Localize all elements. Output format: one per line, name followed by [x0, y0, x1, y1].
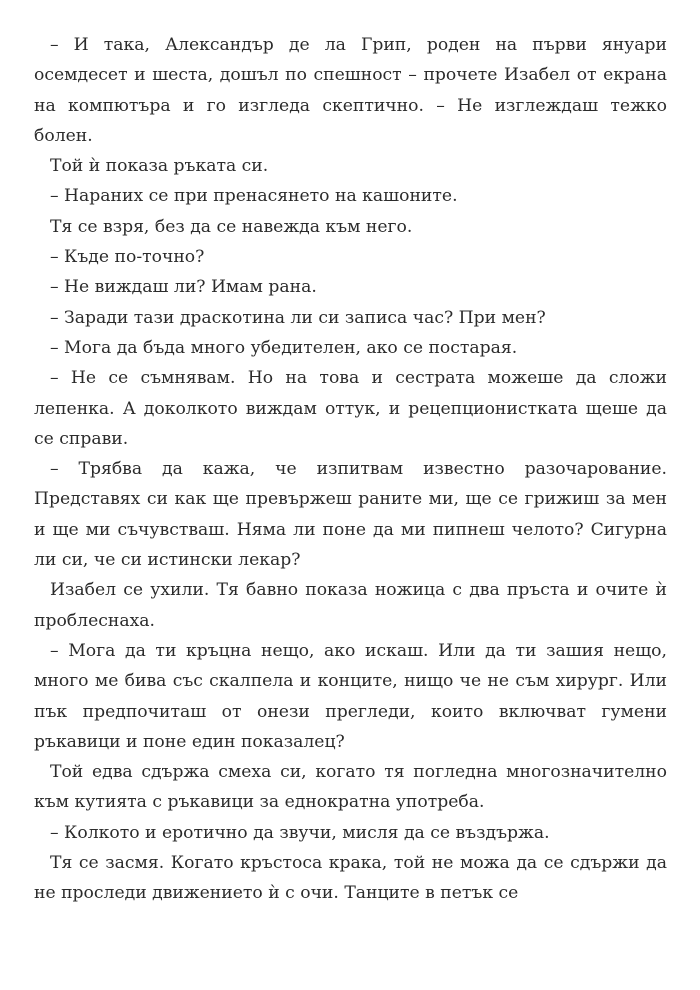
paragraph: – Колкото и еротично да звучи, мисля да се въздържа. [50, 822, 550, 843]
paragraph: – И така, Александър де ла Грип, роден на първи януари осемдесет и шеста, дошъл по спешност – прочете Изабел от екрана на компютъра и го изгледа скептично. – Не изглеждаш тежко болен. [34, 35, 667, 146]
paragraph: – Заради тази драскотина ли си записа час? При мен? [50, 307, 546, 328]
paragraph: Той ѝ показа ръката си. [50, 156, 269, 177]
paragraph: – Къде по-точно? [50, 247, 205, 268]
paragraph: Той едва сдържа смеха си, когато тя погледна многозначително към кутията с ръкавици за еднократна употреба. [34, 762, 667, 813]
paragraph: – Трябва да кажа, че изпитвам известно разочарование. Представях си как ще превържеш раните ми, ще се грижиш за мен и ще ми съчувстваш. Няма ли поне да ми пипнеш челото? Сигурна ли си, че си истински лекар? [34, 459, 667, 571]
paragraph: Изабел се ухили. Тя бавно показа ножица с два пръста и очите ѝ проблеснаха. [34, 580, 667, 631]
paragraph: – Нараних се при пренасянето на кашоните. [50, 186, 458, 207]
paragraph: – Мога да бъда много убедителен, ако се постарая. [50, 337, 518, 358]
paragraph: – Не се съмнявам. Но на това и сестрата можеше да сложи лепенка. А доколкото виждам оттук, и рецепционистката щеше да се справи. [34, 368, 667, 449]
paragraph: – Мога да ти кръцна нещо, ако искаш. Или да ти зашия нещо, много ме бива със скалпела и конците, нищо че не съм хирург. Или пък предпочиташ от онези прегледи, които включват гумени ръкавици и поне един показалец? [34, 640, 667, 752]
paragraph: – Не виждаш ли? Имам рана. [50, 277, 317, 298]
paragraph: Тя се взря, без да се навежда към него. [50, 216, 413, 237]
paragraph: Тя се засмя. Когато кръстоса крака, той не можа да се сдържи да не проследи движението ѝ с очи. Танците в петък се [34, 853, 667, 904]
